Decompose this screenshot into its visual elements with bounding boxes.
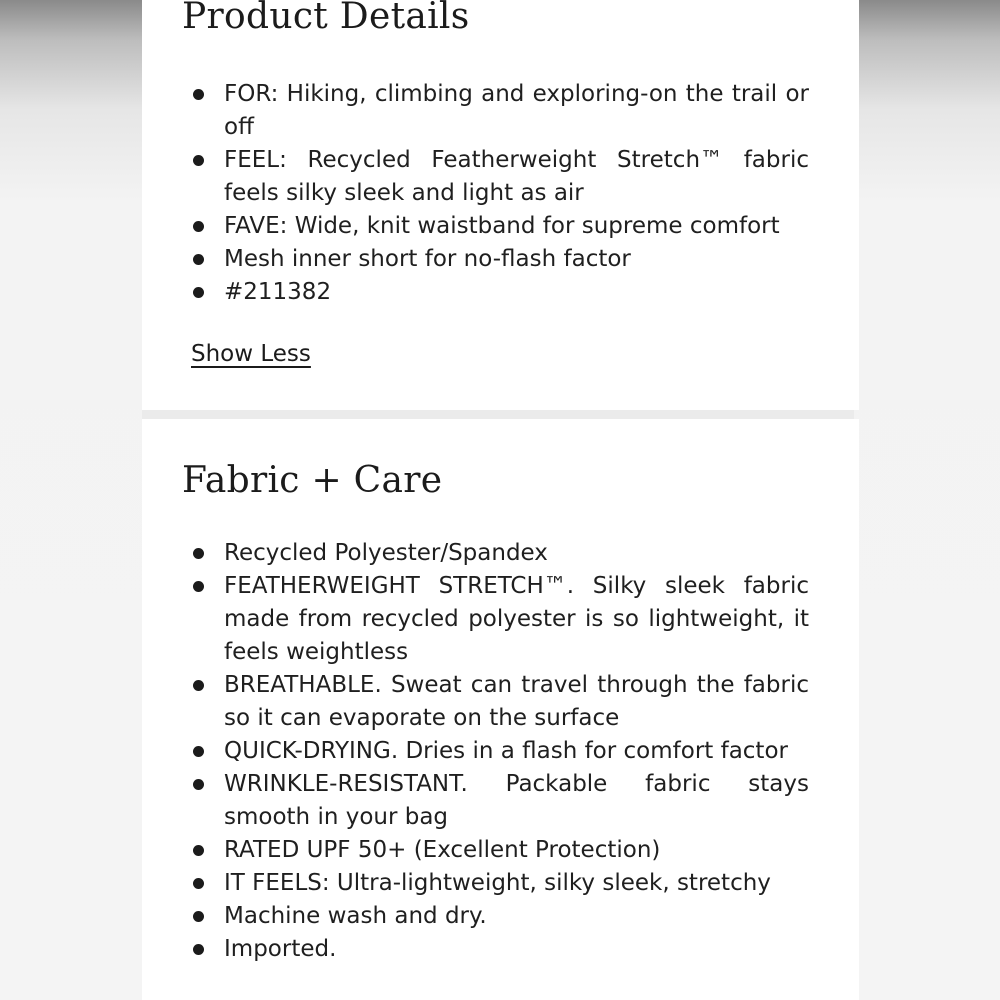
list-item: WRINKLE-RESISTANT. Packable fabric stays smooth in your bag — [224, 768, 809, 834]
list-item: Mesh inner short for no-flash factor — [224, 243, 809, 276]
list-item: FAVE: Wide, knit waistband for supreme comfort — [224, 210, 809, 243]
list-item: FEEL: Recycled Featherweight Stretch™ fabric feels silky sleek and light as air — [224, 144, 809, 210]
list-item: Imported. — [224, 933, 809, 966]
fabric-care-panel — [142, 419, 859, 1000]
list-item: #211382 — [224, 276, 809, 309]
product-details-panel — [142, 0, 859, 410]
list-item: BREATHABLE. Sweat can travel through the fabric so it can evaporate on the surface — [224, 669, 809, 735]
list-item: RATED UPF 50+ (Excellent Protection) — [224, 834, 809, 867]
list-item: Machine wash and dry. — [224, 900, 809, 933]
show-less-link[interactable]: Show Less — [191, 341, 311, 367]
product-details-heading: Product Details — [182, 0, 470, 37]
list-item: FEATHERWEIGHT STRETCH™. Silky sleek fabric made from recycled polyester is so lightweight, it feels weightless — [224, 570, 809, 669]
section-divider — [142, 410, 854, 419]
product-details-list — [224, 78, 809, 309]
list-item: QUICK-DRYING. Dries in a flash for comfort factor — [224, 735, 809, 768]
fabric-care-list — [224, 537, 809, 966]
list-item: FOR: Hiking, climbing and exploring-on the trail or off — [224, 78, 809, 144]
list-item: IT FEELS: Ultra-lightweight, silky sleek, stretchy — [224, 867, 809, 900]
fabric-care-heading: Fabric + Care — [182, 460, 443, 501]
list-item: Recycled Polyester/Spandex — [224, 537, 809, 570]
